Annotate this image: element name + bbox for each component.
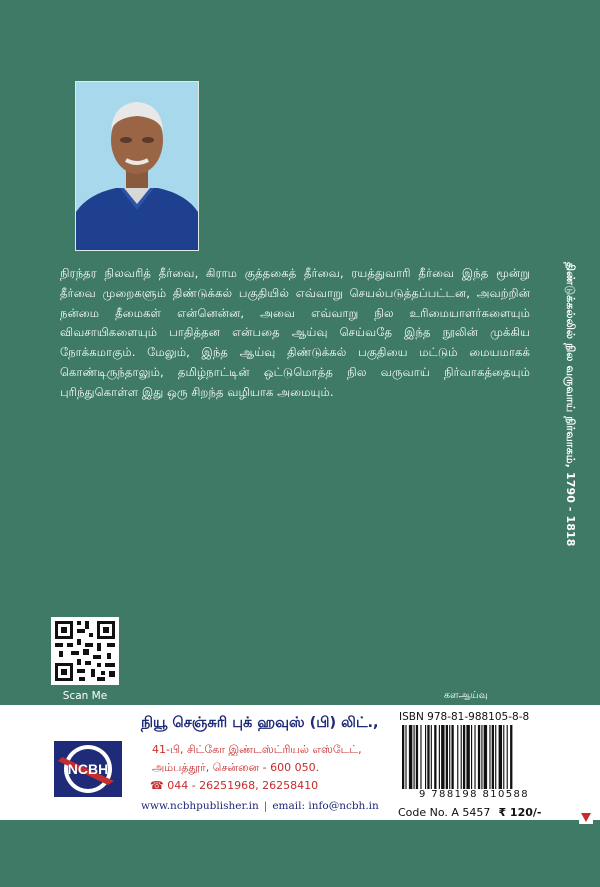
isbn: ISBN 978-81-988105-8-8 (399, 711, 530, 723)
address-line-1: 41-பி, சிட்கோ இண்டஸ்ட்ரியல் எஸ்டேட், (152, 743, 362, 756)
publisher-name: நியூ செஞ்சுரி புக் ஹவுஸ் (பி) லிட்., (141, 715, 379, 731)
address-line-2: அம்பத்தூர், சென்னை - 600 050. (152, 761, 320, 774)
price: ₹ 120/- (498, 806, 542, 819)
barcode-digits: 9 788198 810588 (418, 789, 530, 800)
website-link[interactable]: www.ncbhpublisher.in (141, 800, 259, 812)
publisher-logo (52, 739, 124, 799)
code-and-price (398, 806, 541, 819)
barcode (398, 725, 550, 789)
author-photo (75, 81, 199, 251)
publisher-panel (0, 705, 600, 820)
book-description: நிரந்தர நிலவரித் தீர்வை, கிராம குத்தகைத் தீர்வை, ரயத்துவாரி தீர்வை இந்த மூன்று தீர்வை முறைகளும் திண்டுக்கல் பகுதியில் எவ்வாறு செயல்படுத்தப்பட்டன, அவற்றின் நன்மை தீமைகள் என்னென்ன, அவை எவ்வாறு நில உரிமையாளர்களையும் விவசாயிகளையும் பாதித்தன என்பதை ஆய்வு செய்வதே இந்த நூலின் முக்கிய நோக்கமாகும். மேலும், இந்த ஆய்வு திண்டுக்கல் பகுதியை மட்டும் மையமாகக் கொண்டிருந்தாலும், தமிழ்நாட்டின் ஒட்டுமொத்த நில வருவாய் நிர்வாகத்தையும் புரிந்துகொள்ள இது ஒரு சிறந்த வழியாக அமையும். (60, 266, 530, 399)
phone-numbers: ☎ 044 - 26251968, 26258410 (150, 779, 319, 792)
qr-code[interactable] (51, 617, 119, 685)
contact-line (141, 800, 379, 812)
spine-title-text: திண்டுக்கல்லில் நில வருவாய் நிர்வாகம், 1790 - 1818 (564, 262, 577, 547)
logo-text: NCBH (67, 761, 109, 777)
separator: | (263, 800, 268, 812)
corner-logo-mark (579, 810, 593, 824)
genre-label: களஆய்வு (444, 690, 488, 701)
email-link[interactable]: email: info@ncbh.in (272, 800, 379, 812)
spine-title (564, 262, 584, 562)
code-number: Code No. A 5457 (398, 806, 491, 819)
qr-label: Scan Me (62, 690, 108, 702)
